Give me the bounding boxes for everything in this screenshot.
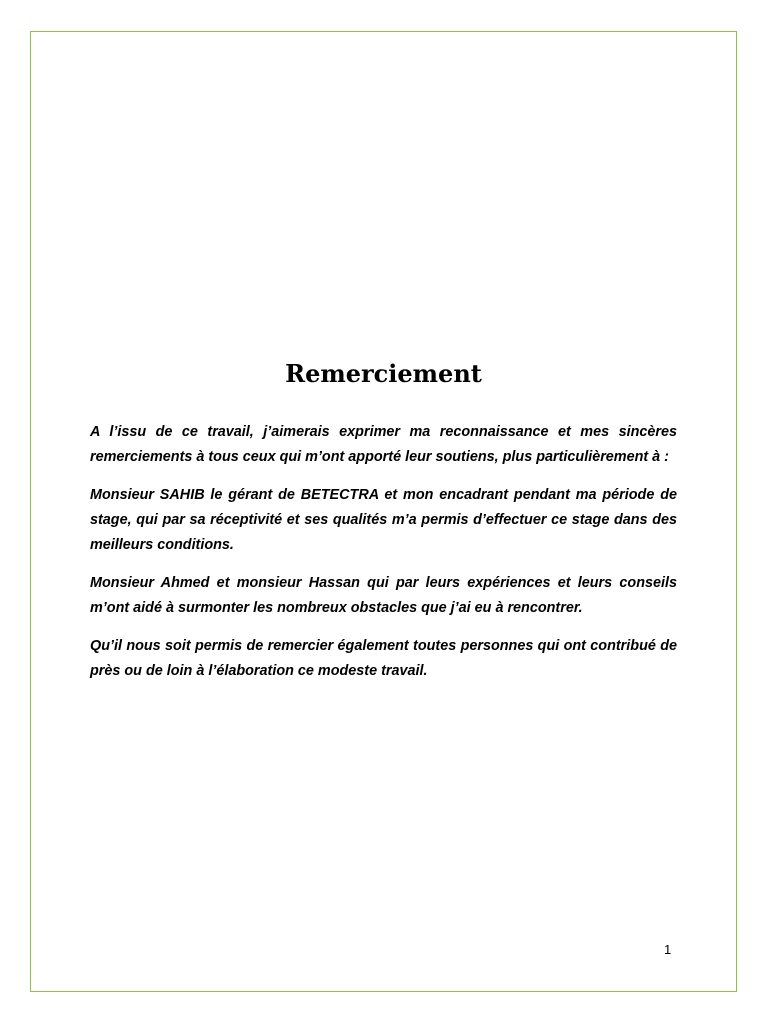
paragraph-intro: A l’issu de ce travail, j’aimerais exprimer ma reconnaissance et mes sincères remerciements à tous ceux qui m’ont apporté leur soutiens, plus particulièrement à : xyxy=(90,424,677,465)
paragraph-sahib: Monsieur SAHIB le gérant de BETECTRA et mon encadrant pendant ma période de stage, qui par sa réceptivité et ses qualités m’a permis d’effectuer ce stage dans des meilleurs conditions. xyxy=(90,487,677,553)
page-number: 1 xyxy=(664,942,672,957)
page-title: Remerciement xyxy=(285,359,482,388)
page-content xyxy=(90,356,677,697)
paragraph-ahmed-hassan: Monsieur Ahmed et monsieur Hassan qui par leurs expériences et leurs conseils m’ont aidé à surmonter les nombreux obstacles que j’ai eu à rencontrer. xyxy=(90,575,677,616)
paragraph-closing: Qu’il nous soit permis de remercier également toutes personnes qui ont contribué de près ou de loin à l’élaboration ce modeste travail. xyxy=(90,638,677,679)
